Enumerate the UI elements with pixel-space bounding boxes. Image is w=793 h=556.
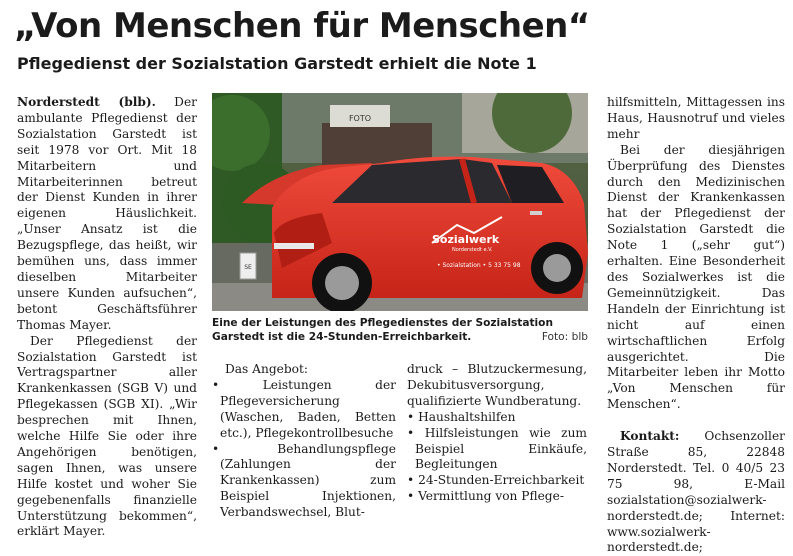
column-1 — [17, 95, 197, 540]
column-3 — [607, 95, 785, 556]
dateline: Norderstedt (blb). — [17, 95, 156, 109]
offer-item: • Leistungen der Pflegeversicherung (Waschen, Baden, Betten etc.), Pflegekontrollbesuche — [212, 378, 396, 442]
caption-text: Eine der Leistungen des Pflegedienstes der Sozialstation Garstedt ist die 24-Stunden-Erreichbarkeit. — [212, 317, 554, 343]
offer-item-continued: druck – Blutzuckermesung, Dekubitusversorgung, qualifizierte Wundberatung. — [407, 362, 587, 408]
article-photo — [212, 93, 588, 311]
car-sub-text: Norderstedt e.V. — [452, 247, 493, 253]
photo-caption — [212, 316, 588, 344]
photo-credit: Foto: blb — [541, 331, 588, 343]
column-2b — [407, 362, 587, 505]
offer-intro: Das Angebot: — [225, 362, 308, 376]
offer-item: • Haushaltshilfen — [407, 410, 587, 426]
offer-item: • Hilfsleistungen wie zum Beispiel Einkäufe, Begleitungen — [407, 426, 587, 474]
car-brand-text: Sozialwerk — [432, 233, 500, 246]
headline: „Von Menschen für Menschen“ — [14, 6, 590, 46]
red-car-photo — [212, 93, 588, 311]
paragraph-2: Der Pflegedienst der Sozialstation Garstedt ist Vertragspartner aller Krankenkassen (SGB V) und Pflegekassen (SGB XI). „Wir besprechen mit Ihnen, welche Hilfe Sie oder ihre Angehörigen benötigen, sagen Ihnen, was unsere Hilfe kostet und woher Sie gegebenenfalls finanzielle Unterstützung bekommen“, erklärt Mayer. — [17, 333, 197, 539]
paragraph-1 — [17, 95, 197, 334]
contact-block — [607, 429, 785, 556]
offer-item: • 24-Stunden-Erreichbarkeit — [407, 473, 587, 489]
offer-item: • Behandlungspflege (Zahlungen der Krankenkassen) zum Beispiel Injektionen, Verbandswechsel, Blut- — [212, 442, 396, 522]
offer-continued: hilfsmitteln, Mittagessen ins Haus, Hausnotruf und vieles mehr — [607, 95, 785, 141]
car-door-text: • Sozialstation • 5 33 75 98 — [437, 262, 521, 269]
shop-sign-text: FOTO — [348, 114, 372, 123]
column-2a — [212, 362, 396, 521]
subheadline: Pflegedienst der Sozialstation Garstedt erhielt die Note 1 — [17, 54, 537, 73]
contact-label: Kontakt: — [620, 429, 680, 444]
paragraph-1-text: Der ambulante Pflegedienst der Sozialstation Garstedt ist seit 1978 vor Ort. Mit 18 Mitarbeitern und Mitarbeiterinnen betreut der Dienst Kunden in ihrer eigenen Häuslichkeit. „Unser Ansatz ist die Bezugspflege, das heißt, wir bemühen uns, dass immer dieselben Mitarbeiter unsere Kunden aufsuchen“, betont Geschäftsführer Thomas Mayer. — [17, 95, 197, 332]
contact-text: Ochsenzoller Straße 85, 22848 Norderstedt. Tel. 0 40/5 23 75 98, E-Mail sozialstation@sozialwerk-norderstedt.de; Internet: www.sozialwerk-norderstedt.de; — [607, 429, 785, 555]
offer-item: • Vermittlung von Pflege- — [407, 489, 587, 505]
plate-text: SE — [244, 264, 252, 271]
paragraph-3: Bei der diesjährigen Überprüfung des Dienstes durch den Medizinischen Dienst der Krankenkassen hat der Pflegedienst der Sozialstation Garstedt die Note 1 („sehr gut“) erhalten. Eine Besonderheit des Sozialwerkes ist die Gemeinnützigkeit. Das Handeln der Einrichtung ist nicht auf einen wirtschaftlichen Erfolg ausgerichtet. Die Mitarbeiter leben ihr Motto „Von Menschen für Menschen“. — [607, 142, 785, 412]
